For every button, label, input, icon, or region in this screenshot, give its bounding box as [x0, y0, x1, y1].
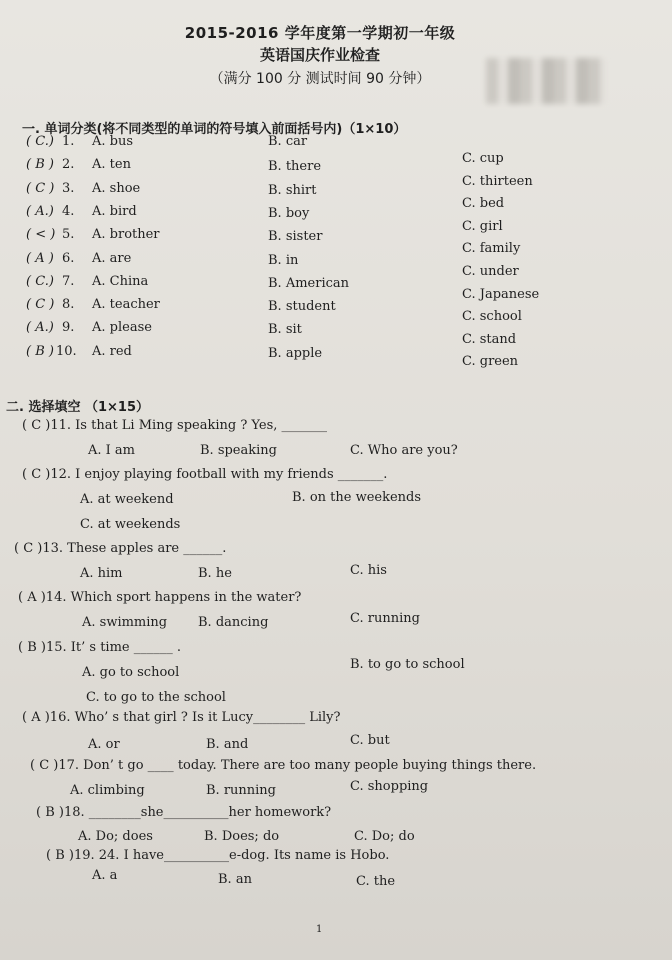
answer-option: B. speaking [200, 443, 277, 458]
page-number: 1 [316, 924, 323, 935]
answer-option: B. and [206, 737, 249, 752]
question-number: 8. [62, 297, 75, 313]
option-b: B. American [268, 275, 350, 291]
answer-option: B. running [206, 783, 277, 798]
answer-option: A. swimming [82, 615, 168, 630]
question-line: ( B )18. ________she__________her homework? [36, 805, 332, 820]
answer-option: B. he [198, 566, 232, 581]
option-a: A. ten [92, 157, 131, 173]
answer-option: C. running [350, 611, 420, 626]
answer-option: A. a [92, 868, 118, 883]
option-a: A. teacher [92, 297, 160, 313]
exam-info: （满分 100 分 测试时间 90 分钟） [209, 71, 431, 87]
question-number: 1. [62, 134, 75, 149]
answer-option: A. climbing [70, 783, 145, 798]
option-a: A. red [92, 343, 132, 359]
option-a: A. brother [92, 227, 160, 243]
answer-mark: ( C ) [26, 180, 55, 196]
question-line: ( C )13. These apples are ______. [14, 541, 227, 556]
question-line: ( C )12. I enjoy playing football with my friends _______. [22, 467, 388, 482]
answer-option: A. I am [88, 443, 135, 458]
option-c: C. thirteen [462, 173, 533, 189]
option-b: B. car [268, 134, 308, 149]
answer-mark: ( B ) [26, 343, 54, 359]
option-b: B. shirt [268, 182, 317, 198]
question-number: 4. [62, 203, 75, 219]
option-c: C. Japanese [462, 286, 540, 302]
option-a: A. please [92, 320, 152, 336]
question-number: 10. [56, 343, 77, 359]
option-c: C. school [462, 309, 522, 325]
option-c: C. family [462, 241, 521, 257]
option-b: B. student [268, 299, 336, 315]
section-2-heading: 二. 选择填空 （1×15） [6, 400, 150, 415]
answer-option: C. Who are you? [350, 443, 458, 458]
answer-option: A. at weekend [80, 492, 174, 507]
exam-title: 2015-2016 学年度第一学期初一年级 [184, 24, 456, 42]
answer-mark: ( A ) [26, 250, 54, 266]
question-number: 9. [62, 320, 75, 336]
question-line: ( B )15. It’ s time ______ . [18, 640, 181, 655]
option-b: B. boy [268, 205, 310, 221]
answer-mark: ( B ) [26, 157, 54, 173]
question-line: ( C )11. Is that Li Ming speaking ? Yes, _______ [22, 418, 328, 433]
option-b: B. there [268, 159, 322, 175]
question-line: ( C )17. Don’ t go ____ today. There are too many people buying things there. [30, 758, 537, 773]
option-a: A. are [92, 250, 132, 266]
answer-mark: ( C.) [26, 273, 54, 289]
answer-option: A. or [88, 737, 120, 752]
option-c: C. cup [462, 151, 504, 166]
answer-option: A. him [80, 566, 123, 581]
answer-option: C. his [350, 563, 387, 578]
question-number: 3. [62, 180, 75, 196]
option-b: B. sit [268, 322, 302, 338]
answer-option: C. the [356, 874, 396, 889]
question-number: 2. [62, 157, 75, 173]
answer-option: B. dancing [198, 615, 269, 630]
question-number: 6. [62, 250, 75, 266]
answer-option: B. on the weekends [292, 490, 422, 505]
question-line: ( B )19. 24. I have__________e-dog. Its name is Hobo. [46, 848, 390, 863]
section-1-heading: 一. 单词分类(将不同类型的单词的符号填入前面括号内)（1×10） [22, 122, 407, 137]
answer-mark: ( C.) [26, 134, 54, 149]
option-a: A. shoe [92, 180, 141, 196]
answer-option: B. Does; do [204, 829, 280, 844]
option-b: B. sister [268, 229, 323, 245]
answer-option: B. an [218, 872, 252, 887]
option-c: C. under [462, 264, 519, 279]
question-line: ( A )14. Which sport happens in the water? [18, 590, 302, 605]
answer-option: C. Do; do [354, 829, 415, 844]
answer-option: C. shopping [350, 779, 429, 794]
option-a: A. China [92, 273, 149, 289]
option-c: C. girl [462, 218, 503, 234]
option-a: A. bird [92, 203, 137, 219]
answer-option: C. to go to the school [86, 690, 226, 705]
exam-subtitle: 英语国庆作业检查 [259, 46, 380, 64]
option-c: C. green [462, 354, 519, 370]
question-number: 7. [62, 273, 75, 289]
question-line: ( A )16. Who’ s that girl ? Is it Lucy________ Lily? [22, 710, 341, 725]
question-number: 5. [62, 227, 75, 243]
answer-option: A. go to school [82, 665, 180, 680]
answer-mark: ( C ) [26, 297, 55, 313]
answer-option: C. at weekends [80, 517, 181, 532]
answer-option: C. but [350, 733, 390, 748]
answer-mark: ( A.) [26, 203, 54, 219]
option-c: C. stand [462, 331, 517, 347]
answer-mark: ( A.) [26, 320, 54, 336]
answer-option: B. to go to school [350, 657, 465, 672]
answer-option: A. Do; does [78, 829, 153, 844]
answer-mark: ( < ) [26, 227, 56, 243]
option-c: C. bed [462, 196, 505, 212]
blurred-name-area [486, 58, 606, 104]
option-b: B. in [268, 252, 299, 268]
option-a: A. bus [92, 134, 134, 149]
option-b: B. apple [268, 345, 323, 361]
